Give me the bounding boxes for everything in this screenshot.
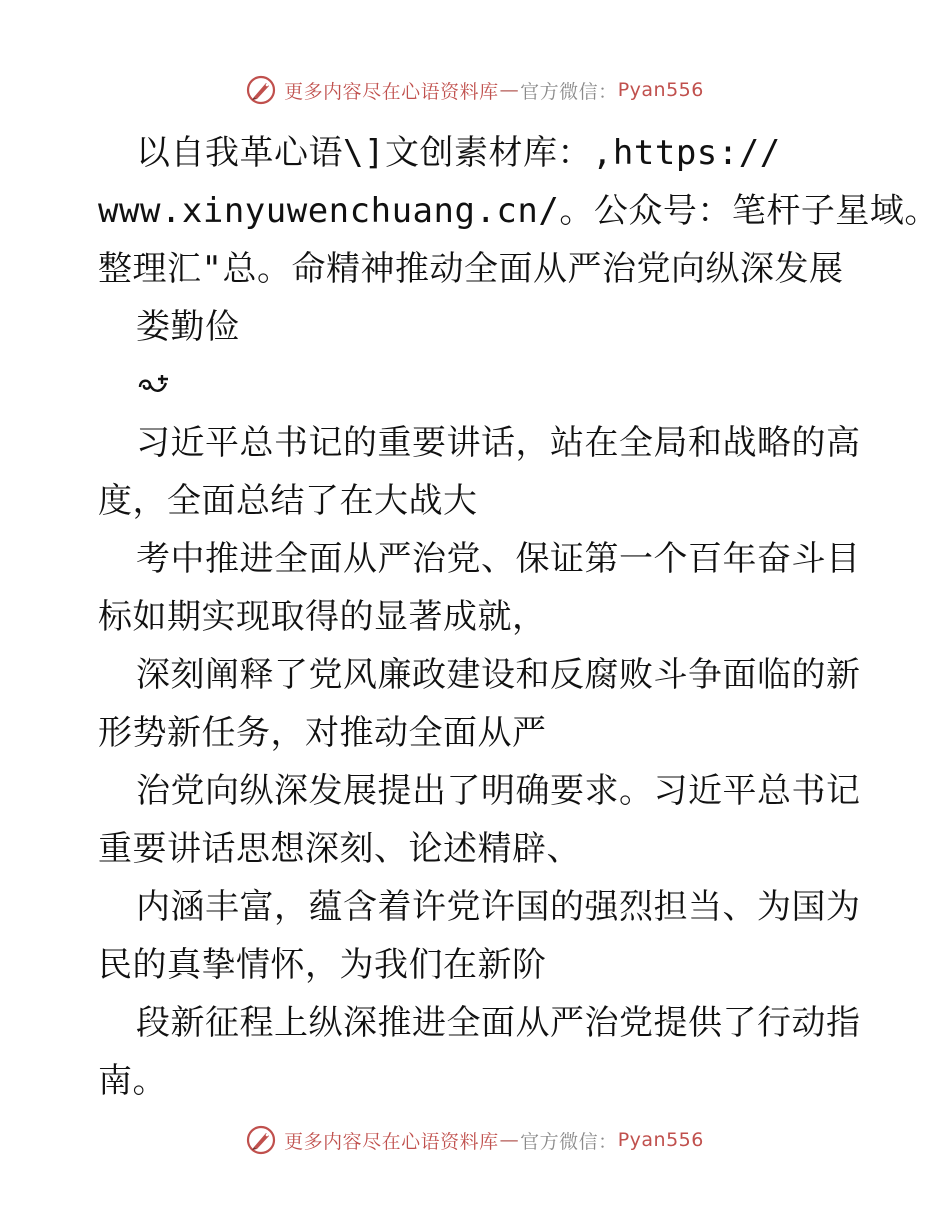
body-line: 形势新任务，对推动全面从严 bbox=[98, 713, 547, 753]
body-line: 治党向纵深发展提出了明确要求。习近平总书记 bbox=[136, 771, 861, 811]
footer-wechat-id: Pyan556 bbox=[617, 1129, 704, 1151]
body-line: 习近平总书记的重要讲话，站在全局和战略的高 bbox=[136, 423, 861, 463]
header-dash: — bbox=[499, 79, 520, 101]
body-line: 考中推进全面从严治党、保证第一个百年奋斗目 bbox=[136, 539, 861, 579]
body-line: 民的真挚情怀，为我们在新阶 bbox=[98, 945, 547, 985]
header-wechat-label: 官方微信： bbox=[520, 80, 618, 103]
header-brand-text: 更多内容尽在心语资料库 bbox=[284, 80, 499, 103]
body-line: 重要讲话思想深刻、论述精辟、 bbox=[98, 829, 581, 869]
footer-brand-text: 更多内容尽在心语资料库 bbox=[284, 1130, 499, 1153]
document-body bbox=[98, 124, 939, 1110]
pen-nib-logo-icon bbox=[246, 1125, 276, 1155]
footer-wechat-label: 官方微信： bbox=[520, 1130, 618, 1153]
author-name: 娄勤俭 bbox=[136, 307, 240, 347]
body-line: 标如期实现取得的显著成就， bbox=[98, 597, 547, 637]
flourish-ornament-icon bbox=[136, 373, 172, 397]
footer-dash: — bbox=[499, 1129, 520, 1151]
body-line: 南。 bbox=[98, 1061, 167, 1101]
pen-nib-logo-icon bbox=[246, 75, 276, 105]
body-line: 段新征程上纵深推进全面从严治党提供了行动指 bbox=[136, 1003, 861, 1043]
body-line: 以自我革心语\]文创素材库：,https:// bbox=[136, 133, 781, 173]
body-line: 度，全面总结了在大战大 bbox=[98, 481, 478, 521]
page-footer bbox=[0, 1120, 950, 1160]
header-wechat-id: Pyan556 bbox=[617, 79, 704, 101]
body-line: 整理汇"总。命精神推动全面从严治党向纵深发展 bbox=[98, 249, 844, 289]
page-header bbox=[0, 70, 950, 110]
ornament-row bbox=[98, 356, 858, 414]
body-line: www.xinyuwenchuang.cn/。公众号：笔杆子星域。 bbox=[98, 191, 939, 231]
body-line: 内涵丰富，蕴含着许党许国的强烈担当、为国为 bbox=[136, 887, 861, 927]
body-line: 深刻阐释了党风廉政建设和反腐败斗争面临的新 bbox=[136, 655, 861, 695]
